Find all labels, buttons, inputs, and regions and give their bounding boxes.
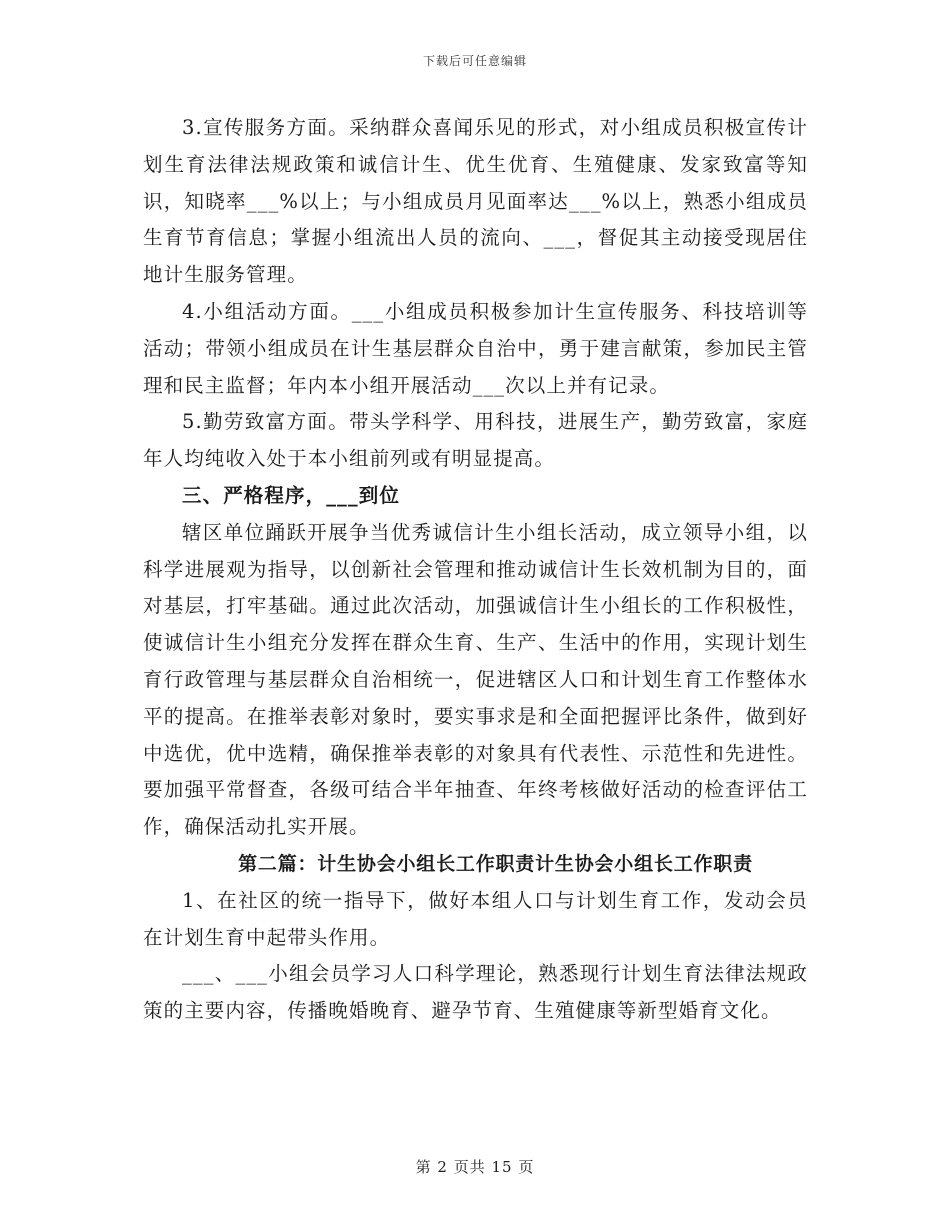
heading-strict-procedure: 三、严格程序，___到位 — [182, 483, 400, 507]
paragraph-hard-work-wealth: 5.勤劳致富方面。带头学科学、用科技，进展生产，勤劳致富，家庭年人均纯收入处于本小组前列或有明显提高。 — [143, 410, 808, 471]
paragraph-duty-one: 1、在社区的统一指导下，做好本组人口与计划生育工作，发动会员在计划生育中起带头作用。 — [143, 888, 808, 949]
paragraph-publicity-service: 3.宣传服务方面。采纳群众喜闻乐见的形式，对小组成员积极宣传计划生育法律法规政策和诚信计生、优生优育、生殖健康、发家致富等知识，知晓率___%以上；与小组成员月见面率达___%以上，熟悉小组成员生育节育信息；掌握小组流出人员的流向、___，督促其主动接受现居住地计生服务管理。 — [143, 116, 808, 287]
paragraph-jurisdiction-activities: 辖区单位踊跃开展争当优秀诚信计生小组长活动，成立领导小组，以科学进展观为指导，以创新社会管理和推动诚信计生长效机制为目的，面对基层，打牢基础。通过此次活动，加强诚信计生小组长的工作积极性，使诚信计生小组充分发挥在群众生育、生产、生活中的作用，实现计划生育行政管理与基层群众自治相统一，促进辖区人口和计划生育工作整体水平的提高。在推举表彰对象时，要实事求是和全面把握评比条件，做到好中选优，优中选精，确保推举表彰的对象具有代表性、示范性和先进性。要加强平常督查，各级可结合半年抽查、年终考核做好活动的检查评估工作，确保活动扎实开展。 — [143, 520, 808, 839]
paragraph-duty-two: ___、___小组会员学习人口科学理论，熟悉现行计划生育法律法规政策的主要内容，传播晚婚晚育、避孕节育、生殖健康等新型婚育文化。 — [143, 962, 808, 1023]
paragraph-group-activities: 4.小组活动方面。___小组成员积极参加计生宣传服务、科技培训等活动；带领小组成员在计生基层群众自治中，勇于建言献策，参加民主管理和民主监督；年内本小组开展活动___次以上并有记录。 — [143, 299, 808, 397]
page-header: 下载后可任意编辑 — [422, 54, 527, 68]
page-footer: 第 2 页共 15 页 — [415, 1158, 535, 1176]
section-title-part-two: 第二篇：计生协会小组长工作职责计生协会小组长工作职责 — [238, 852, 753, 875]
document-body — [143, 110, 808, 1030]
